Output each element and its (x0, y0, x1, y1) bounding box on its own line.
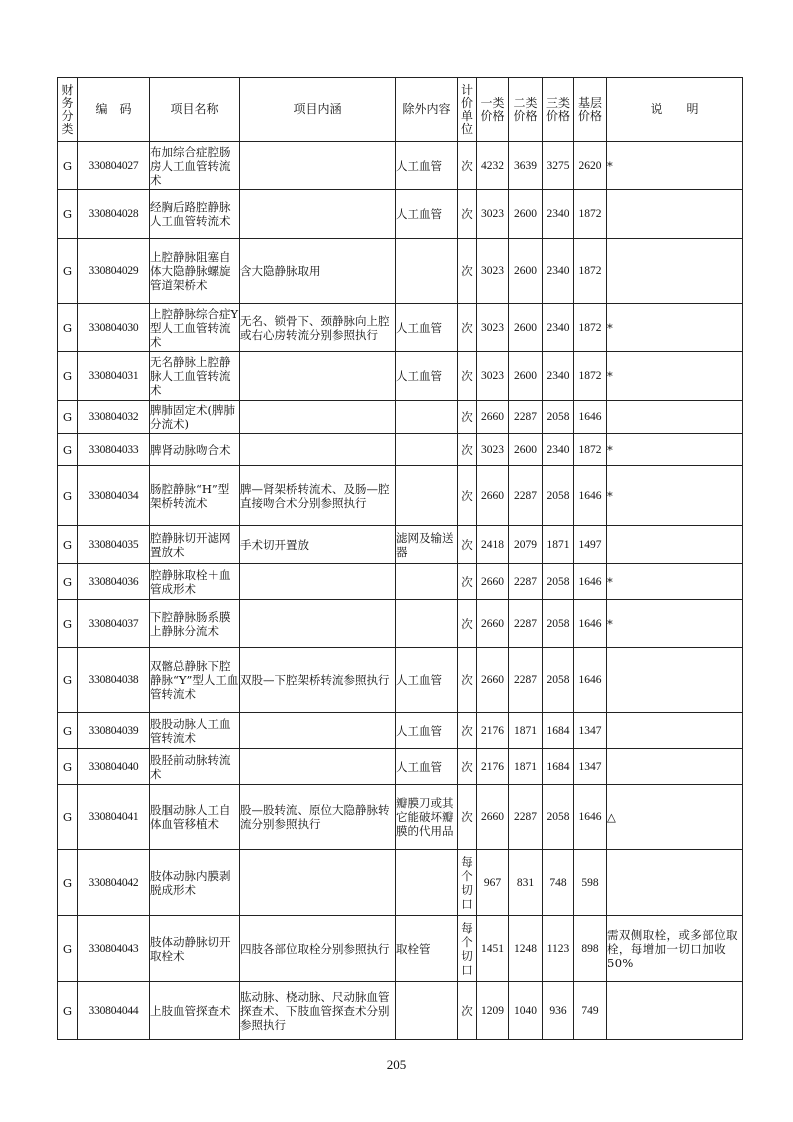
price-class1-cell: 1209 (477, 982, 509, 1040)
note-cell (607, 648, 743, 713)
price-class3-cell: 1123 (543, 916, 574, 982)
price-base-cell: 1646 (574, 564, 607, 600)
price-class2-cell: 1871 (509, 713, 543, 749)
price-base-cell: 1347 (574, 749, 607, 785)
exclude-cell: 人工血管 (396, 713, 458, 749)
exclude-cell (396, 239, 458, 304)
item-name-cell: 经胸后路腔静脉人工血管转流术 (150, 190, 240, 239)
header-price-2: 二类 价格 (509, 78, 543, 142)
exclude-cell (396, 434, 458, 466)
category-cell: G (58, 648, 78, 713)
note-cell (607, 401, 743, 434)
price-class3-cell: 1684 (543, 749, 574, 785)
price-base-cell: 598 (574, 850, 607, 916)
price-base-cell: 1872 (574, 190, 607, 239)
code-cell: 330804037 (78, 600, 150, 648)
code-cell: 330804034 (78, 466, 150, 526)
price-class2-cell: 2600 (509, 434, 543, 466)
header-unit: 计 价 单 位 (458, 78, 477, 142)
note-cell (607, 526, 743, 564)
item-content-cell (240, 713, 396, 749)
price-class3-cell: 1684 (543, 713, 574, 749)
price-class2-cell: 2600 (509, 239, 543, 304)
exclude-cell (396, 850, 458, 916)
table-row (58, 648, 743, 713)
price-base-cell: 1646 (574, 466, 607, 526)
category-cell: G (58, 600, 78, 648)
item-content-cell (240, 190, 396, 239)
price-class1-cell: 2176 (477, 713, 509, 749)
note-cell: * (607, 142, 743, 190)
item-content-cell (240, 401, 396, 434)
price-class1-cell: 967 (477, 850, 509, 916)
price-class2-cell: 2600 (509, 190, 543, 239)
unit-cell: 次 (458, 401, 477, 434)
unit-cell: 次 (458, 239, 477, 304)
header-price-1: 一类 价格 (477, 78, 509, 142)
price-base-cell: 1872 (574, 352, 607, 401)
category-cell: G (58, 526, 78, 564)
table-row (58, 352, 743, 401)
code-cell: 330804029 (78, 239, 150, 304)
price-class3-cell: 936 (543, 982, 574, 1040)
category-cell: G (58, 982, 78, 1040)
code-cell: 330804027 (78, 142, 150, 190)
price-class1-cell: 3023 (477, 304, 509, 352)
category-cell: G (58, 190, 78, 239)
code-cell: 330804039 (78, 713, 150, 749)
category-cell: G (58, 564, 78, 600)
item-content-cell (240, 850, 396, 916)
price-class3-cell: 2058 (543, 564, 574, 600)
price-class3-cell: 748 (543, 850, 574, 916)
price-class2-cell: 2287 (509, 648, 543, 713)
item-name-cell: 肢体动静脉切开取栓术 (150, 916, 240, 982)
table-row (58, 564, 743, 600)
price-base-cell: 898 (574, 916, 607, 982)
exclude-cell (396, 564, 458, 600)
price-class3-cell: 3275 (543, 142, 574, 190)
item-content-cell: 股—股转流、原位大隐静脉转流分别参照执行 (240, 785, 396, 850)
price-base-cell: 1872 (574, 434, 607, 466)
category-cell: G (58, 466, 78, 526)
category-cell: G (58, 401, 78, 434)
price-class2-cell: 2287 (509, 600, 543, 648)
unit-cell: 次 (458, 434, 477, 466)
unit-cell: 次 (458, 142, 477, 190)
fee-table (57, 77, 743, 1040)
table-row (58, 850, 743, 916)
unit-cell: 次 (458, 466, 477, 526)
item-name-cell: 双髂总静脉下腔静脉“Y”型人工血管转流术 (150, 648, 240, 713)
note-cell (607, 239, 743, 304)
price-base-cell: 1872 (574, 239, 607, 304)
price-class1-cell: 2660 (477, 785, 509, 850)
price-class1-cell: 2176 (477, 749, 509, 785)
code-cell: 330804028 (78, 190, 150, 239)
unit-cell: 次 (458, 982, 477, 1040)
item-content-cell: 四肢各部位取栓分别参照执行 (240, 916, 396, 982)
item-content-cell: 肱动脉、桡动脉、尺动脉血管探查术、下肢血管探查术分别参照执行 (240, 982, 396, 1040)
price-class1-cell: 2418 (477, 526, 509, 564)
item-content-cell: 手术切开置放 (240, 526, 396, 564)
price-class3-cell: 2058 (543, 401, 574, 434)
table-row (58, 434, 743, 466)
category-cell: G (58, 749, 78, 785)
price-class2-cell: 2287 (509, 466, 543, 526)
exclude-cell: 人工血管 (396, 304, 458, 352)
item-name-cell: 上腔静脉综合症Y型人工血管转流术 (150, 304, 240, 352)
price-class1-cell: 2660 (477, 648, 509, 713)
header-name: 项目名称 (150, 78, 240, 142)
category-cell: G (58, 850, 78, 916)
unit-cell: 每个切口 (458, 916, 477, 982)
unit-cell: 次 (458, 785, 477, 850)
exclude-cell (396, 600, 458, 648)
category-cell: G (58, 434, 78, 466)
item-name-cell: 布加综合症腔肠房人工血管转流术 (150, 142, 240, 190)
note-cell: * (607, 466, 743, 526)
item-name-cell: 腔静脉切开滤网置放术 (150, 526, 240, 564)
item-name-cell: 股胫前动脉转流术 (150, 749, 240, 785)
item-name-cell: 上肢血管探查术 (150, 982, 240, 1040)
price-class3-cell: 2340 (543, 239, 574, 304)
item-content-cell: 脾—肾架桥转流术、及肠—腔直接吻合术分别参照执行 (240, 466, 396, 526)
unit-cell: 次 (458, 648, 477, 713)
item-content-cell: 含大隐静脉取用 (240, 239, 396, 304)
price-class3-cell: 2058 (543, 600, 574, 648)
item-name-cell: 股股动脉人工血管转流术 (150, 713, 240, 749)
code-cell: 330804038 (78, 648, 150, 713)
category-cell: G (58, 785, 78, 850)
price-class2-cell: 1040 (509, 982, 543, 1040)
price-class2-cell: 1248 (509, 916, 543, 982)
note-cell (607, 850, 743, 916)
code-cell: 330804030 (78, 304, 150, 352)
price-base-cell: 1347 (574, 713, 607, 749)
code-cell: 330804044 (78, 982, 150, 1040)
note-cell: 需双侧取栓，或多部位取栓，每增加一切口加收50% (607, 916, 743, 982)
price-class1-cell: 4232 (477, 142, 509, 190)
exclude-cell: 人工血管 (396, 648, 458, 713)
code-cell: 330804036 (78, 564, 150, 600)
table-row (58, 304, 743, 352)
item-content-cell: 双股—下腔架桥转流参照执行 (240, 648, 396, 713)
price-class2-cell: 3639 (509, 142, 543, 190)
table-row (58, 401, 743, 434)
category-cell: G (58, 352, 78, 401)
code-cell: 330804035 (78, 526, 150, 564)
code-cell: 330804031 (78, 352, 150, 401)
price-class3-cell: 2058 (543, 785, 574, 850)
table-row (58, 916, 743, 982)
item-name-cell: 腔静脉取栓＋血管成形术 (150, 564, 240, 600)
price-class2-cell: 2600 (509, 304, 543, 352)
item-name-cell: 股腘动脉人工自体血管移植术 (150, 785, 240, 850)
unit-cell: 次 (458, 749, 477, 785)
exclude-cell: 滤网及输送器 (396, 526, 458, 564)
category-cell: G (58, 916, 78, 982)
item-name-cell: 肠腔静脉“H”型架桥转流术 (150, 466, 240, 526)
table-row (58, 239, 743, 304)
note-cell: △ (607, 785, 743, 850)
price-class2-cell: 1871 (509, 749, 543, 785)
table-row (58, 190, 743, 239)
price-class1-cell: 2660 (477, 401, 509, 434)
header-price-4: 基层 价格 (574, 78, 607, 142)
price-base-cell: 1646 (574, 600, 607, 648)
code-cell: 330804040 (78, 749, 150, 785)
code-cell: 330804042 (78, 850, 150, 916)
note-cell (607, 982, 743, 1040)
header-row (58, 78, 743, 142)
price-class1-cell: 2660 (477, 466, 509, 526)
item-name-cell: 下腔静脉肠系膜上静脉分流术 (150, 600, 240, 648)
exclude-cell (396, 982, 458, 1040)
item-content-cell (240, 142, 396, 190)
exclude-cell (396, 466, 458, 526)
code-cell: 330804043 (78, 916, 150, 982)
unit-cell: 次 (458, 526, 477, 564)
item-name-cell: 上腔静脉阻塞自体大隐静脉螺旋管道架桥术 (150, 239, 240, 304)
price-class3-cell: 2340 (543, 434, 574, 466)
price-class1-cell: 3023 (477, 239, 509, 304)
price-class1-cell: 2660 (477, 600, 509, 648)
item-content-cell (240, 749, 396, 785)
table-row (58, 982, 743, 1040)
exclude-cell: 瓣膜刀或其它能破坏瓣膜的代用品 (396, 785, 458, 850)
table-row (58, 600, 743, 648)
note-cell: * (607, 304, 743, 352)
price-class1-cell: 2660 (477, 564, 509, 600)
table-body (58, 142, 743, 1040)
price-base-cell: 1646 (574, 401, 607, 434)
code-cell: 330804032 (78, 401, 150, 434)
exclude-cell (396, 401, 458, 434)
price-base-cell: 1872 (574, 304, 607, 352)
price-class1-cell: 3023 (477, 352, 509, 401)
unit-cell: 次 (458, 600, 477, 648)
header-content: 项目内涵 (240, 78, 396, 142)
price-base-cell: 749 (574, 982, 607, 1040)
price-base-cell: 1646 (574, 648, 607, 713)
exclude-cell: 人工血管 (396, 190, 458, 239)
exclude-cell: 取栓管 (396, 916, 458, 982)
note-cell: * (607, 600, 743, 648)
unit-cell: 次 (458, 713, 477, 749)
price-base-cell: 1646 (574, 785, 607, 850)
price-class2-cell: 2600 (509, 352, 543, 401)
item-content-cell (240, 600, 396, 648)
price-class3-cell: 2058 (543, 648, 574, 713)
price-class3-cell: 2058 (543, 466, 574, 526)
price-class3-cell: 2340 (543, 352, 574, 401)
item-content-cell: 无名、锁骨下、颈静脉向上腔或右心房转流分别参照执行 (240, 304, 396, 352)
price-class1-cell: 3023 (477, 434, 509, 466)
item-content-cell (240, 564, 396, 600)
category-cell: G (58, 713, 78, 749)
unit-cell: 次 (458, 352, 477, 401)
price-class2-cell: 2287 (509, 401, 543, 434)
item-name-cell: 无名静脉上腔静脉人工血管转流术 (150, 352, 240, 401)
unit-cell: 次 (458, 564, 477, 600)
header-note: 说 明 (607, 78, 743, 142)
note-cell: * (607, 352, 743, 401)
header-category: 财 务 分 类 (58, 78, 78, 142)
price-class3-cell: 2340 (543, 190, 574, 239)
note-cell (607, 749, 743, 785)
note-cell (607, 190, 743, 239)
price-class3-cell: 1871 (543, 526, 574, 564)
unit-cell: 次 (458, 304, 477, 352)
note-cell (607, 713, 743, 749)
item-content-cell (240, 352, 396, 401)
price-base-cell: 1497 (574, 526, 607, 564)
item-name-cell: 脾肾动脉吻合术 (150, 434, 240, 466)
category-cell: G (58, 304, 78, 352)
item-name-cell: 肢体动脉内膜剥脱成形术 (150, 850, 240, 916)
exclude-cell: 人工血管 (396, 142, 458, 190)
note-cell: * (607, 564, 743, 600)
price-class1-cell: 1451 (477, 916, 509, 982)
table-row (58, 466, 743, 526)
price-class2-cell: 2287 (509, 564, 543, 600)
exclude-cell: 人工血管 (396, 749, 458, 785)
table-row (58, 713, 743, 749)
unit-cell: 每个切口 (458, 850, 477, 916)
table-row (58, 142, 743, 190)
category-cell: G (58, 142, 78, 190)
category-cell: G (58, 239, 78, 304)
price-class2-cell: 2079 (509, 526, 543, 564)
note-cell: * (607, 434, 743, 466)
code-cell: 330804041 (78, 785, 150, 850)
price-base-cell: 2620 (574, 142, 607, 190)
item-content-cell (240, 434, 396, 466)
price-class1-cell: 3023 (477, 190, 509, 239)
exclude-cell: 人工血管 (396, 352, 458, 401)
code-cell: 330804033 (78, 434, 150, 466)
table-row (58, 785, 743, 850)
header-price-3: 三类 价格 (543, 78, 574, 142)
table-row (58, 526, 743, 564)
header-code: 编 码 (78, 78, 150, 142)
table-row (58, 749, 743, 785)
unit-cell: 次 (458, 190, 477, 239)
item-name-cell: 脾肺固定术(脾肺分流术) (150, 401, 240, 434)
page-number: 205 (386, 1057, 407, 1072)
price-class2-cell: 2287 (509, 785, 543, 850)
price-class2-cell: 831 (509, 850, 543, 916)
price-class3-cell: 2340 (543, 304, 574, 352)
header-exclude: 除外内容 (396, 78, 458, 142)
